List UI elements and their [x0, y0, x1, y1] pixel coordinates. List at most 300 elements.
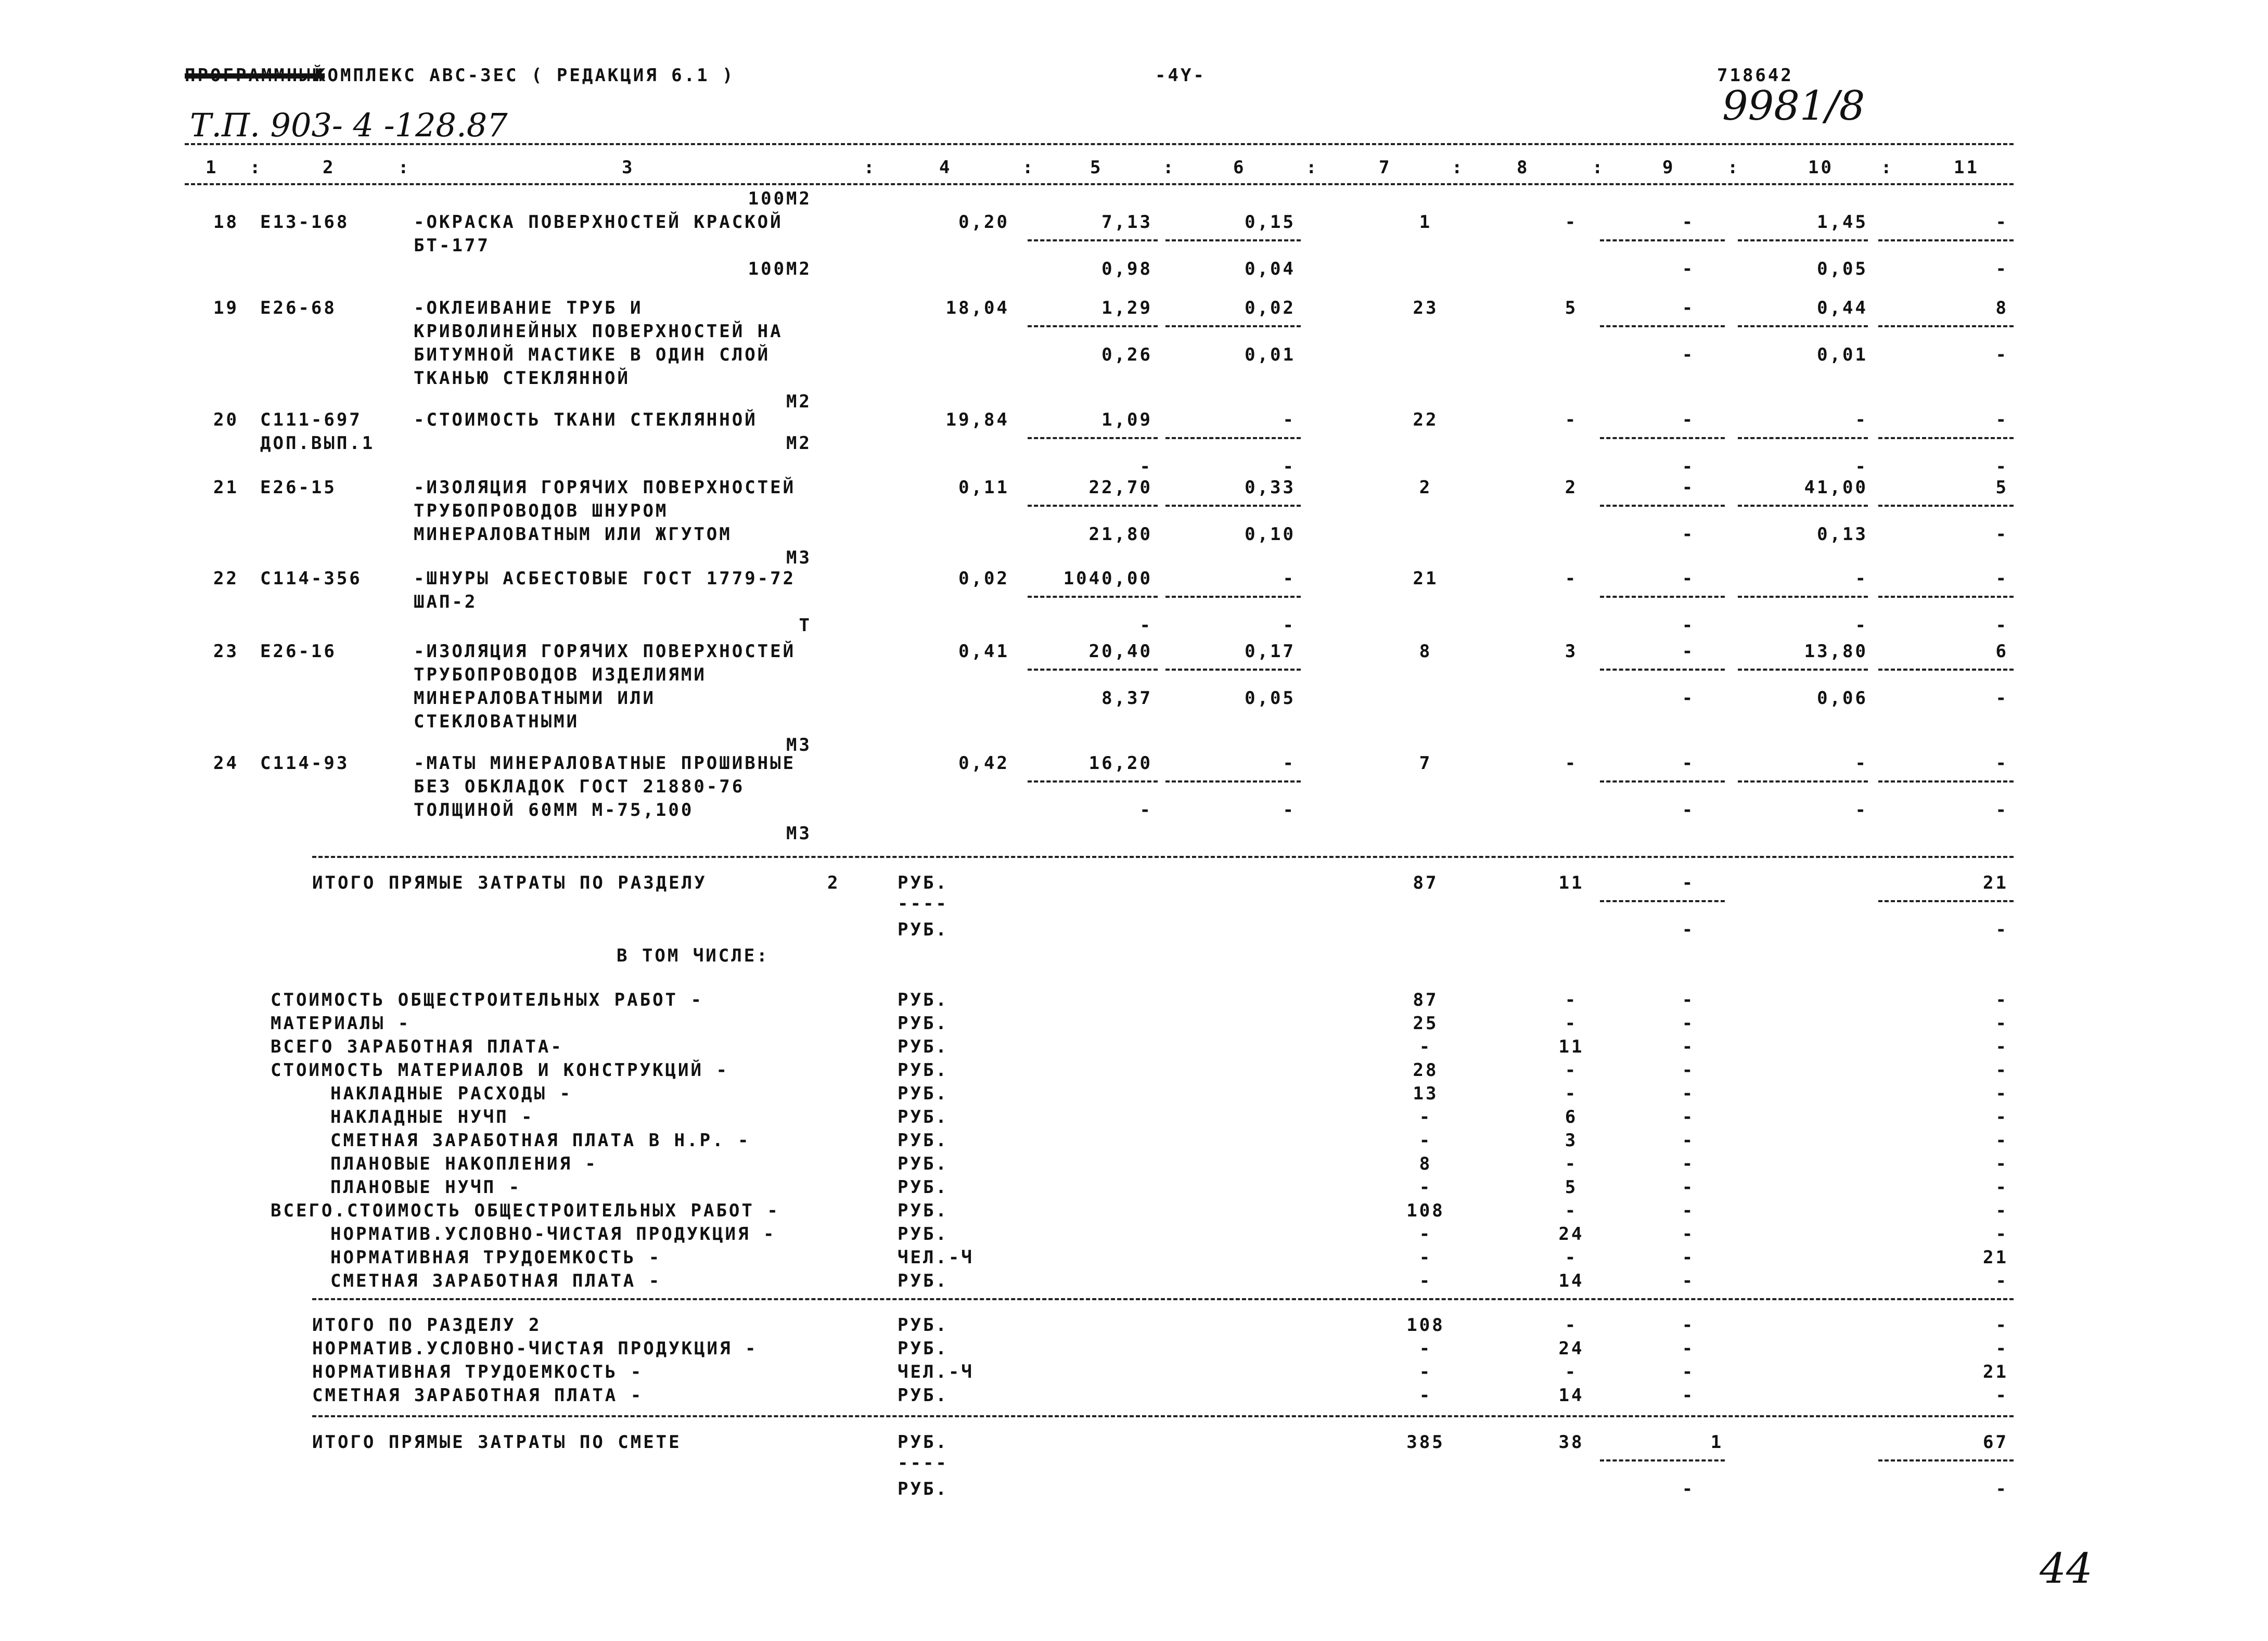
item-description: ТОЛЩИНОЙ 60ММ М-75,100 [414, 800, 694, 820]
summary-unit: РУБ. [898, 1271, 949, 1291]
cell-separator [1600, 900, 1725, 902]
summary-unit: РУБ. [898, 1130, 949, 1151]
item-code: Е26-68 [260, 298, 337, 318]
page-number-handwritten: 44 [2040, 1544, 2093, 1593]
final-label: ИТОГО ПО РАЗДЕЛУ 2 [312, 1315, 542, 1336]
cell-c7: 7 [1419, 753, 1432, 774]
summary-unit: ЧЕЛ.-Ч [898, 1247, 974, 1268]
cell-c7: 2 [1419, 477, 1432, 498]
column-number: 3 [622, 157, 635, 178]
cell-c6: - [1283, 568, 1296, 589]
cell-c11: 6 [1995, 641, 2008, 662]
cell-c9-lower: - [1682, 524, 1695, 545]
grand-total-c8: 38 [1558, 1432, 1584, 1453]
cell-separator [1028, 505, 1158, 507]
cell-separator [1165, 437, 1301, 439]
summary-label: НАКЛАДНЫЕ РАСХОДЫ - [330, 1083, 572, 1104]
cell-c11-lower: - [1995, 615, 2008, 636]
cell-c10-lower: 0,13 [1817, 524, 1868, 545]
column-separator: : [1306, 157, 1319, 178]
cell-c5: 7,13 [1101, 212, 1152, 233]
cell-separator [1600, 669, 1725, 671]
sheet-number-handwritten: 9981/8 [1722, 83, 1865, 130]
summary-c8: 24 [1558, 1224, 1584, 1245]
item-description: БТ-177 [414, 235, 490, 256]
item-description: -СТОИМОСТЬ ТКАНИ СТЕКЛЯННОЙ [414, 409, 758, 430]
cell-c10-lower: - [1855, 800, 1868, 820]
section-rule [312, 856, 2014, 858]
column-separator: : [250, 157, 263, 178]
item-description: -ИЗОЛЯЦИЯ ГОРЯЧИХ ПОВЕРХНОСТЕЙ [414, 477, 796, 498]
summary-c8: 11 [1558, 1036, 1584, 1057]
summary-c7: - [1419, 1036, 1432, 1057]
cell-separator [1738, 239, 1868, 241]
summary-unit: РУБ. [898, 1107, 949, 1127]
cell-c11: 5 [1995, 477, 2008, 498]
summary-c8: - [1565, 1083, 1578, 1104]
item-number: 22 [213, 568, 239, 589]
cell-c11-lower: - [1995, 524, 2008, 545]
cell-c9: - [1682, 641, 1695, 662]
unit-label: 100М2 [748, 259, 812, 279]
cell-c5: 1,29 [1101, 298, 1152, 318]
final-c11: - [1995, 1385, 2008, 1406]
cell-separator [1878, 437, 2014, 439]
item-description: МИНЕРАЛОВАТНЫМИ ИЛИ [414, 688, 656, 709]
final-unit: РУБ. [898, 1338, 949, 1359]
summary-label: НАКЛАДНЫЕ НУЧП - [330, 1107, 534, 1127]
cell-c5-lower: 0,98 [1101, 259, 1152, 279]
cell-c9-lower: - [1682, 800, 1695, 820]
cell-c10-lower: - [1855, 615, 1868, 636]
cell-separator [1738, 780, 1868, 783]
summary-label: СТОИМОСТЬ ОБЩЕСТРОИТЕЛЬНЫХ РАБОТ - [271, 990, 703, 1010]
item-code: Е13-168 [260, 212, 350, 233]
cell-separator [1028, 596, 1158, 598]
quantity: 0,11 [958, 477, 1009, 498]
section-total-c11: 21 [1983, 873, 2008, 893]
column-separator: : [398, 157, 411, 178]
section-total-number: 2 [827, 873, 840, 893]
cell-separator [1028, 669, 1158, 671]
cell-c10-lower: 0,01 [1817, 344, 1868, 365]
grand-total-unit2: РУБ. [898, 1479, 949, 1499]
summary-c8: 6 [1565, 1107, 1578, 1127]
cell-separator [1878, 669, 2014, 671]
summary-c8: 14 [1558, 1271, 1584, 1291]
summary-unit: РУБ. [898, 1200, 949, 1221]
grand-total-c9: 1 [1710, 1432, 1724, 1453]
cell-c6: - [1283, 409, 1296, 430]
cell-separator [1878, 505, 2014, 507]
item-description: ШАП-2 [414, 592, 478, 612]
cell-separator [1600, 239, 1725, 241]
summary-label: ВСЕГО.СТОИМОСТЬ ОБЩЕСТРОИТЕЛЬНЫХ РАБОТ - [271, 1200, 780, 1221]
cell-separator [1878, 596, 2014, 598]
summary-c8: - [1565, 1060, 1578, 1081]
final-label: НОРМАТИВНАЯ ТРУДОЕМКОСТЬ - [312, 1362, 644, 1382]
item-number: 18 [213, 212, 239, 233]
cell-separator [1878, 239, 2014, 241]
cell-c6-lower: 0,05 [1245, 688, 1296, 709]
section-total-c7: 87 [1413, 873, 1439, 893]
unit-label: М2 [786, 433, 812, 454]
cell-c9: - [1682, 568, 1695, 589]
cell-c11-lower: - [1995, 259, 2008, 279]
final-c9: - [1682, 1362, 1695, 1382]
header-rule-bottom [185, 183, 2014, 185]
quantity: 18,04 [945, 298, 1009, 318]
cell-c6: 0,33 [1245, 477, 1296, 498]
cell-c11-lower: - [1995, 688, 2008, 709]
final-c8: - [1565, 1315, 1578, 1336]
cell-separator [1878, 900, 2014, 902]
item-description: ТКАНЬЮ СТЕКЛЯННОЙ [414, 368, 630, 389]
item-description: -ОКЛЕИВАНИЕ ТРУБ И [414, 298, 643, 318]
final-unit: ЧЕЛ.-Ч [898, 1362, 974, 1382]
cell-c5: 16,20 [1088, 753, 1152, 774]
item-description: -ИЗОЛЯЦИЯ ГОРЯЧИХ ПОВЕРХНОСТЕЙ [414, 641, 796, 662]
final-c8: - [1565, 1362, 1578, 1382]
summary-unit: РУБ. [898, 1013, 949, 1034]
cell-separator [1878, 1459, 2014, 1461]
summary-c8: 5 [1565, 1177, 1578, 1198]
final-c8: 24 [1558, 1338, 1584, 1359]
summary-c8: - [1565, 1153, 1578, 1174]
cell-separator [1738, 596, 1868, 598]
cell-separator [1600, 505, 1725, 507]
summary-c7: 108 [1406, 1200, 1445, 1221]
including-title: В ТОМ ЧИСЛЕ: [617, 945, 770, 966]
unit-label: М3 [786, 823, 812, 844]
unit-label: М2 [786, 391, 812, 412]
column-separator: : [1163, 157, 1176, 178]
final-c9: - [1682, 1338, 1695, 1359]
header-rule-top [185, 143, 2014, 145]
item-description: ТРУБОПРОВОДОВ ИЗДЕЛИЯМИ [414, 664, 707, 685]
cell-c9: - [1682, 753, 1695, 774]
cell-c7: 1 [1419, 212, 1432, 233]
grand-total-c11-lower: - [1995, 1479, 2008, 1499]
item-number: 24 [213, 753, 239, 774]
grand-total-unit: РУБ. [898, 1432, 949, 1453]
summary-c7: 8 [1419, 1153, 1432, 1174]
cell-c10: - [1855, 753, 1868, 774]
item-code-extra: ДОП.ВЫП.1 [260, 433, 375, 454]
cell-c10-lower: - [1855, 456, 1868, 477]
summary-c9: - [1682, 1060, 1695, 1081]
cell-separator [1738, 669, 1868, 671]
final-c8: 14 [1558, 1385, 1584, 1406]
column-number: 1 [206, 157, 219, 178]
cell-separator [1028, 325, 1158, 327]
item-description: -ОКРАСКА ПОВЕРХНОСТЕЙ КРАСКОЙ [414, 212, 783, 233]
summary-label: НОРМАТИВНАЯ ТРУДОЕМКОСТЬ - [330, 1247, 662, 1268]
section-total-c11-lower: - [1995, 919, 2008, 940]
summary-c9: - [1682, 1224, 1695, 1245]
cell-separator [1165, 325, 1301, 327]
cell-c10: 1,45 [1817, 212, 1868, 233]
summary-c9: - [1682, 1247, 1695, 1268]
summary-c7: - [1419, 1130, 1432, 1151]
cell-c6-lower: - [1283, 615, 1296, 636]
cell-separator [1165, 239, 1301, 241]
item-description: СТЕКЛОВАТНЫМИ [414, 711, 580, 732]
summary-unit: РУБ. [898, 1083, 949, 1104]
cell-separator [1738, 325, 1868, 327]
final-c7: - [1419, 1338, 1432, 1359]
final-label: СМЕТНАЯ ЗАРАБОТНАЯ ПЛАТА - [312, 1385, 644, 1406]
cell-c5-lower: 21,80 [1088, 524, 1152, 545]
cell-c5-lower: 0,26 [1101, 344, 1152, 365]
final-c9: - [1682, 1315, 1695, 1336]
column-separator: : [1592, 157, 1605, 178]
summary-c11: - [1995, 1177, 2008, 1198]
final-c9: - [1682, 1385, 1695, 1406]
cell-c6-lower: 0,04 [1245, 259, 1296, 279]
cell-c10: 41,00 [1804, 477, 1868, 498]
summary-label: СМЕТНАЯ ЗАРАБОТНАЯ ПЛАТА В Н.Р. - [330, 1130, 751, 1151]
section-total-c8: 11 [1558, 873, 1584, 893]
item-code: С114-93 [260, 753, 350, 774]
quantity: 0,42 [958, 753, 1009, 774]
unit-label: Т [799, 615, 812, 636]
cell-c10: - [1855, 568, 1868, 589]
column-number: 5 [1090, 157, 1103, 178]
summary-c9: - [1682, 1013, 1695, 1034]
cell-c7: 21 [1413, 568, 1439, 589]
summary-c11: - [1995, 1130, 2008, 1151]
section-total-c9-lower: - [1682, 919, 1695, 940]
item-number: 19 [213, 298, 239, 318]
summary-unit: РУБ. [898, 1036, 949, 1057]
final-c7: 108 [1406, 1315, 1445, 1336]
item-code: Е26-16 [260, 641, 337, 662]
summary-c7: - [1419, 1224, 1432, 1245]
cell-c6-lower: 0,01 [1245, 344, 1296, 365]
cell-c7: 8 [1419, 641, 1432, 662]
cell-c5-lower: - [1139, 615, 1152, 636]
summary-c11: - [1995, 1153, 2008, 1174]
cell-c9-lower: - [1682, 344, 1695, 365]
summary-label: ПЛАНОВЫЕ НАКОПЛЕНИЯ - [330, 1153, 598, 1174]
cell-c9-lower: - [1682, 688, 1695, 709]
cell-separator [1600, 325, 1725, 327]
summary-c8: 3 [1565, 1130, 1578, 1151]
cell-separator [1600, 437, 1725, 439]
cell-c6-lower: - [1283, 456, 1296, 477]
item-description: -ШНУРЫ АСБЕСТОВЫЕ ГОСТ 1779-72 [414, 568, 796, 589]
summary-c8: - [1565, 990, 1578, 1010]
item-description: МИНЕРАЛОВАТНЫМ ИЛИ ЖГУТОМ [414, 524, 732, 545]
project-number-handwritten: Т.П. 903- 4 -128.87 [190, 106, 508, 144]
final-c7: - [1419, 1385, 1432, 1406]
cell-c11: - [1995, 568, 2008, 589]
cell-c6: 0,15 [1245, 212, 1296, 233]
summary-c9: - [1682, 1177, 1695, 1198]
cell-separator [1738, 505, 1868, 507]
program-prefix: ПРОГРАММНЫЙ [185, 65, 325, 86]
cell-c9-lower: - [1682, 615, 1695, 636]
column-number: 2 [323, 157, 336, 178]
cell-c8: - [1565, 753, 1578, 774]
item-number: 23 [213, 641, 239, 662]
cell-c5: 1,09 [1101, 409, 1152, 430]
item-code: Е26-15 [260, 477, 337, 498]
section-total-unit2: РУБ. [898, 919, 949, 940]
summary-c11: - [1995, 990, 2008, 1010]
column-number: 4 [939, 157, 952, 178]
summary-label: СМЕТНАЯ ЗАРАБОТНАЯ ПЛАТА - [330, 1271, 662, 1291]
summary-rule [312, 1298, 2014, 1300]
column-number: 11 [1954, 157, 1979, 178]
cell-c11: - [1995, 212, 2008, 233]
cell-c6: 0,02 [1245, 298, 1296, 318]
column-separator: : [1881, 157, 1894, 178]
grand-total-c7: 385 [1406, 1432, 1445, 1453]
grand-total-c9-lower: - [1682, 1479, 1695, 1499]
summary-c9: - [1682, 1036, 1695, 1057]
cell-separator [1600, 1459, 1725, 1461]
page-marker: -4Y- [1155, 65, 1206, 86]
cell-c11-lower: - [1995, 344, 2008, 365]
summary-unit: РУБ. [898, 1177, 949, 1198]
summary-c8: - [1565, 1200, 1578, 1221]
summary-unit: РУБ. [898, 1060, 949, 1081]
summary-c7: - [1419, 1247, 1432, 1268]
summary-c11: - [1995, 1200, 2008, 1221]
final-unit: РУБ. [898, 1385, 949, 1406]
final-c11: - [1995, 1315, 2008, 1336]
final-c7: - [1419, 1362, 1432, 1382]
summary-c7: - [1419, 1177, 1432, 1198]
cell-c9: - [1682, 298, 1695, 318]
program-title: КОМПЛЕКС АВС-3ЕС ( РЕДАКЦИЯ 6.1 ) [315, 65, 735, 86]
summary-c7: 28 [1413, 1060, 1439, 1081]
summary-c7: - [1419, 1271, 1432, 1291]
cell-c6-lower: - [1283, 800, 1296, 820]
cell-separator [1165, 780, 1301, 783]
unit-label: М3 [786, 735, 812, 755]
cell-c8: - [1565, 568, 1578, 589]
summary-c11: - [1995, 1271, 2008, 1291]
summary-label: ПЛАНОВЫЕ НУЧП - [330, 1177, 522, 1198]
cell-separator [1878, 780, 2014, 783]
item-description: БИТУМНОЙ МАСТИКЕ В ОДИН СЛОЙ [414, 344, 771, 365]
final-c11: 21 [1983, 1362, 2008, 1382]
grand-total-unit-separator: ---- [898, 1453, 949, 1473]
summary-c9: - [1682, 1083, 1695, 1104]
cell-c7: 23 [1413, 298, 1439, 318]
final-unit: РУБ. [898, 1315, 949, 1336]
final-c11: - [1995, 1338, 2008, 1359]
summary-label: ВСЕГО ЗАРАБОТНАЯ ПЛАТА- [271, 1036, 563, 1057]
summary-c9: - [1682, 1107, 1695, 1127]
summary-label: МАТЕРИАЛЫ - [271, 1013, 411, 1034]
grand-total-label: ИТОГО ПРЯМЫЕ ЗАТРАТЫ ПО СМЕТЕ [312, 1432, 682, 1453]
column-number: 7 [1379, 157, 1392, 178]
summary-label: НОРМАТИВ.УСЛОВНО-ЧИСТАЯ ПРОДУКЦИЯ - [330, 1224, 776, 1245]
cell-c9: - [1682, 409, 1695, 430]
summary-c7: - [1419, 1107, 1432, 1127]
section-total-c9: - [1682, 873, 1695, 893]
cell-c5: 22,70 [1088, 477, 1152, 498]
cell-c8: 2 [1565, 477, 1578, 498]
summary-c11: - [1995, 1013, 2008, 1034]
item-description: ТРУБОПРОВОДОВ ШНУРОМ [414, 501, 669, 521]
column-separator: : [1452, 157, 1465, 178]
summary-c11: - [1995, 1224, 2008, 1245]
cell-c9-lower: - [1682, 259, 1695, 279]
cell-separator [1028, 239, 1158, 241]
item-description: КРИВОЛИНЕЙНЫХ ПОВЕРХНОСТЕЙ НА [414, 321, 783, 342]
column-number: 9 [1662, 157, 1675, 178]
cell-c5-lower: - [1139, 800, 1152, 820]
cell-separator [1028, 437, 1158, 439]
summary-c8: - [1565, 1247, 1578, 1268]
summary-unit: РУБ. [898, 990, 949, 1010]
cell-c10-lower: 0,05 [1817, 259, 1868, 279]
cell-c6: - [1283, 753, 1296, 774]
cell-c7: 22 [1413, 409, 1439, 430]
cell-c11: - [1995, 409, 2008, 430]
section-total-unit: РУБ. [898, 873, 949, 893]
item-code: С114-356 [260, 568, 362, 589]
final-label: НОРМАТИВ.УСЛОВНО-ЧИСТАЯ ПРОДУКЦИЯ - [312, 1338, 758, 1359]
cell-c8: 5 [1565, 298, 1578, 318]
summary-unit: РУБ. [898, 1224, 949, 1245]
column-number: 10 [1808, 157, 1834, 178]
summary-c11: 21 [1983, 1247, 2008, 1268]
final-rule [312, 1415, 2014, 1417]
cell-separator [1165, 669, 1301, 671]
cell-c9: - [1682, 477, 1695, 498]
cell-c5: 20,40 [1088, 641, 1152, 662]
cell-c8: - [1565, 212, 1578, 233]
item-description: -МАТЫ МИНЕРАЛОВАТНЫЕ ПРОШИВНЫЕ [414, 753, 796, 774]
summary-c9: - [1682, 1153, 1695, 1174]
column-separator: : [1022, 157, 1035, 178]
column-number: 8 [1517, 157, 1530, 178]
cell-separator [1738, 437, 1868, 439]
summary-c11: - [1995, 1107, 2008, 1127]
cell-c8: - [1565, 409, 1578, 430]
cell-separator [1165, 505, 1301, 507]
summary-c9: - [1682, 1200, 1695, 1221]
section-total-label: ИТОГО ПРЯМЫЕ ЗАТРАТЫ ПО РАЗДЕЛУ [312, 873, 707, 893]
cell-c11-lower: - [1995, 456, 2008, 477]
summary-c11: - [1995, 1036, 2008, 1057]
summary-c11: - [1995, 1083, 2008, 1104]
cell-c9: - [1682, 212, 1695, 233]
summary-label: СТОИМОСТЬ МАТЕРИАЛОВ И КОНСТРУКЦИЙ - [271, 1060, 729, 1081]
cell-c11: - [1995, 753, 2008, 774]
summary-c7: 87 [1413, 990, 1439, 1010]
quantity: 19,84 [945, 409, 1009, 430]
cell-c10: 13,80 [1804, 641, 1868, 662]
quantity: 0,20 [958, 212, 1009, 233]
cell-separator [1600, 596, 1725, 598]
grand-total-c11: 67 [1983, 1432, 2008, 1453]
summary-c11: - [1995, 1060, 2008, 1081]
summary-c7: 13 [1413, 1083, 1439, 1104]
cell-c11-lower: - [1995, 800, 2008, 820]
cell-separator [1878, 325, 2014, 327]
column-separator: : [1727, 157, 1740, 178]
item-number: 21 [213, 477, 239, 498]
summary-c8: - [1565, 1013, 1578, 1034]
quantity: 0,02 [958, 568, 1009, 589]
